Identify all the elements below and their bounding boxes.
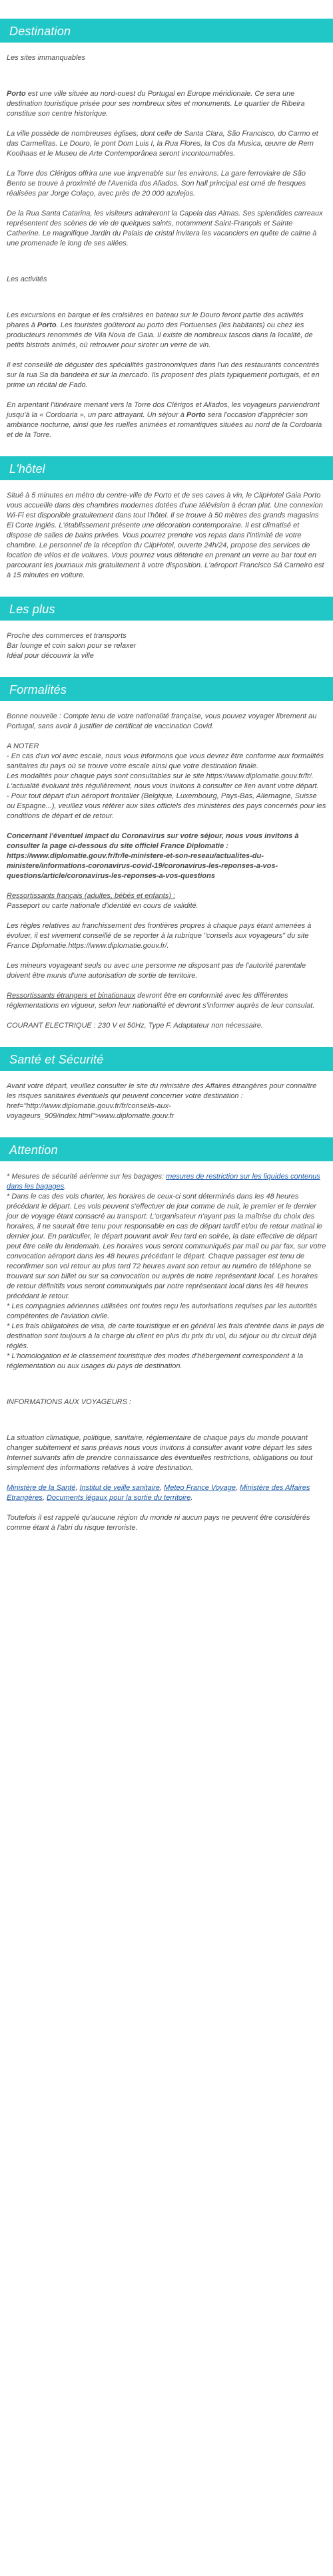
formalites-title: Formalités (0, 677, 333, 701)
health-watch-link[interactable]: Institut de veille sanitaire (79, 1484, 160, 1492)
attention-details (7, 1172, 326, 1371)
city-name: Porto (37, 321, 57, 329)
activities-subtitle: Les activités (7, 275, 47, 283)
activities-paragraph-3-a: En arpentant l'itinéraire menant vers la Torre dos Clérigos et Aliados, les voyageurs parviendront jusqu'à la « Cordoaria », un parc attrayant. Un séjour à (7, 401, 320, 419)
activities-paragraph-1-b: . Les touristes goûteront au porto des Portuenses (les habitants) ou chez les producteurs renommés de Vila Nova de Gaia. Il existe de nombreux tascos dans la localité, de petits bistrots animés, où retrouver pour siroter un verre de vin. (7, 321, 313, 349)
baggage-measures (7, 1172, 326, 1192)
formalites-note (7, 742, 326, 821)
border-rules: Les règles relatives au franchissement des frontières propres à chaque pays étant amenées à évoluer, il est vivement conseillé de se reporter à la rubrique "conseils aux voyageurs" du site France Diplomatie.https://www.diplomatie.gouv.fr/. (7, 922, 312, 950)
classification-info: * L'homologation et le classement touristique des modes d'hébergement correspondent à la réglementation ou aux usages du pays de destination. (7, 1352, 304, 1370)
formalites-intro: Bonne nouvelle : Compte tenu de votre nationalité française, vous pouvez voyager librement au Portugal, sans avoir à justifier de certificat de vaccination Covid. (7, 712, 317, 730)
activities-paragraph-2: Il est conseillé de déguster des spécialités gastronomiques dans l'un des restaurants concentrés sur la rua Sa da bandeira et sur la mercado. Ils proposent des plats typiquement portugais, et en prime un récital de Fado. (7, 361, 320, 389)
note-line: - En cas d'un vol avec escale, nous vous informons que vous devrez être conforme aux formalités sanitaires du pays où se trouve votre escale ainsi que votre destination finale. (7, 752, 324, 770)
note-line: - Pour tout départ d'un aéroport frontalier (Belgique, Luxembourg, Pays-Bas, Allemagne, Suisse ou Espagne...), veuillez vous référer aux sites officiels des ministères des pays concernés pour les conditions de départ et de retour. (7, 792, 326, 820)
destination-paragraph-2: La ville possède de nombreuses églises, dont celle de Santa Clara, São Francisco, do Carmo et das Carmelitas. Le Douro, le pont Dom Luis I, la Rua Flores, la Cos da Musica, œuvre de Rem Koolhaas et le Museu de Arte Contemporânea seront incontournables. (7, 130, 318, 158)
sante-title: Santé et Sécurité (0, 1047, 333, 1071)
activities-paragraph-1 (7, 311, 326, 351)
covid-notice-text: Concernant l'éventuel impact du Coronavirus sur votre séjour, nous vous invitons à consulter la page ci-dessous du site officiel France Diplomatie : https://www.diplomatie.gouv.fr/fr/le-ministere-et-son-reseau/actualites-du-ministere/informations-coronavirus-covid-19/coronavirus-les-reponses-a-vos-questions/article/coronavirus-les-reponses-a-vos-questions (7, 832, 299, 880)
plus-item: Idéal pour découvrir la ville (7, 652, 94, 660)
activities-paragraph-1-a: Les excursions en barque et les croisières en bateau sur le Douro feront partie des activités phares à (7, 311, 304, 329)
terror-risk-notice: Toutefois il est rappelé qu'aucune région du monde ni aucun pays ne peuvent être considérés comme étant à l'abri du risque terroriste. (7, 1514, 310, 1532)
hotel-description: Situé à 5 minutes en métro du centre-ville de Porto et de ses caves à vin, le ClipHotel Gaia Porto vous accueille dans des chambres modernes dotées d'une télévision à écran plat. Une connexion Wi-Fi est disponible gratuitement dans tout l'hôtel. Il se trouve à 50 mètres des grands magasins El Corte Inglés. L'établissement présente une décoration contemporaine. Il est climatisé et dispose de salles de bains privées. Vous pourrez prendre vos repas dans l'intimité de votre chambre. Le personnel de la réception du ClipHotel, ouverte 24h/24, propose des services de location de vélos et de voitures. Vous pourrez vous détendre en prenant un verre au bar tout en parcourant les journaux mis gratuitement à votre disposition. L'aéroport Francisco Sá Carneiro est à 15 minutes en voiture. (7, 492, 324, 579)
destination-body (0, 43, 333, 456)
foreign-text: devront être en conformité avec les différentes réglementations en vigueur, selon leur nationalité et devront s'informer auprès de leur consulat. (7, 992, 315, 1010)
airlines-info: * Les compagnies aériennes utilisées ont toutes reçu les autorisations requises par les autorités compétentes de l'aviation civile. (7, 1302, 317, 1320)
plus-title: Les plus (0, 597, 333, 621)
charter-info: * Dans le cas des vols charter, les horaires de ceux-ci sont déterminés dans les 48 heures précédant le départ. Les vols peuvent s'effectuer de jour comme de nuit, le premier et le dernier jour de voyage étant consacré au transport. L'organisateur n'ayant pas la maîtrise du choix des horaires, il ne saurait être tenu pour responsable en cas de départ tardif et/ou de retour matinal le dernier jour. En particulier, le départ pouvant avoir lieu tard en soirée, la date effective de départ peut être celle du lendemain. Les horaires vous seront communiqués par mail ou par fax, sur votre convocation aéroport dans les 48 heures précédant le départ. Chaque passager est tenu de reconfirmer son vol retour au plus tard 72 heures avant son retour au numéro de téléphone se trouvant sur son billet ou sur sa convocation ou auprès de notre représentant local. Les horaires de retour définitifs vous seront communiqués par notre représentant local dans les 48 heures précédant le retour. (7, 1193, 326, 1300)
sante-body (0, 1071, 333, 1137)
baggage-measures-label: * Mesures de sécurité aérienne sur les bagages: (7, 1173, 166, 1181)
baggage-measures-end: . (64, 1183, 67, 1191)
destination-paragraph-4: De la Rua Santa Catarina, les visiteurs admireront la Capela das Almas. Ses splendides carreaux représentent des scènes de vie de quelques saints, notamment Saint-François et Sainte Catherine. Le magnifique Jardin du Palais de cristal invitera les vacanciers en quête de calme à une promenade le long de ses allées. (7, 210, 323, 247)
official-links: Ministère de la Santé, Institut de veille sanitaire, Meteo France Voyage, Ministère des Affaires Etrangères, Documents légaux pour la sortie du territoire. (7, 1484, 310, 1502)
note-line: Les modalités pour chaque pays sont consultables sur le site https://www.diplomatie.gouv.fr/fr/. L'actualité évoluant très régulièrement, nous vous invitons à consulter ce lien avant votre départ. (7, 772, 319, 790)
plus-item: Bar lounge et coin salon pour se relaxer (7, 642, 137, 650)
foreign-title: Ressortissants étrangers et binationaux (7, 992, 136, 1000)
resident-requirements (7, 891, 326, 911)
sante-text: Avant votre départ, veuillez consulter le site du ministère des Affaires étrangères pour connaître les risques sanitaires éventuels qui peuvent concerner votre destination : href="http://www.diplomatie.gouv.fr/fr/conseils-aux-voyageurs_909/index.html">www.diplomatie.gouv.fr (7, 1082, 317, 1120)
activities-paragraph-3 (7, 400, 326, 440)
hotel-section (0, 456, 333, 597)
sante-section (0, 1047, 333, 1137)
hotel-title: L'hôtel (0, 456, 333, 480)
plus-body (0, 621, 333, 677)
plus-list (7, 631, 326, 661)
attention-body (0, 1161, 333, 1549)
power-info: COURANT ELECTRIQUE : 230 V et 50Hz, Type F. Adaptateur non nécessaire. (7, 1022, 263, 1030)
fees-info: * Les frais obligatoires de visa, de carte touristique et en général les frais d'entrée dans le pays de destination sont toujours à la charge du client en plus du prix du vol, du séjour ou du circuit déjà réglés. (7, 1322, 324, 1350)
legal-documents-link[interactable]: Documents légaux pour la sortie du territoire (46, 1494, 191, 1502)
activities-paragraph-3-b: sera l'occasion d'apprécier son ambiance nocturne, ainsi que les ruelles animées et romantiques situées au nord de la Cordoaria et de la Torre. (7, 411, 322, 439)
liquids-restriction-link[interactable]: mesures de restriction sur les liquides contenus dans les bagages (7, 1173, 320, 1191)
hotel-body (0, 480, 333, 597)
foreign-affairs-link[interactable]: Ministère des Affaires Etrangères (7, 1484, 310, 1502)
destination-paragraph-3: La Torre dos Clérigos offrira une vue imprenable sur les environs. La gare ferroviaire de São Bento se trouve à proximité de l'Avenida dos Aliados. Son hall principal est orné de fresques réalisées par Jorge Colaço, avec près de 20 000 azulejos. (7, 170, 306, 198)
meteo-france-link[interactable]: Meteo France Voyage (164, 1484, 236, 1492)
foreign-requirements (7, 991, 326, 1011)
plus-item: Proche des commerces et transports (7, 632, 127, 640)
attention-title: Attention (0, 1137, 333, 1161)
traveler-info-text: La situation climatique, politique, sanitaire, réglementaire de chaque pays du monde pouvant changer subitement et sans préavis nous vous invitons à consulter avant votre départ les sites Internet suivants afin de prendre connaissance des éventuelles restrictions, obligations ou tout simplement des informations relatives à votre destination. (7, 1434, 313, 1472)
traveler-info-title: INFORMATIONS AUX VOYAGEURS : (7, 1398, 132, 1406)
covid-notice (7, 831, 326, 881)
formalites-body (0, 701, 333, 1047)
destination-subtitle: Les sites immanquables (7, 54, 86, 62)
city-name: Porto (7, 90, 26, 98)
minors-rules: Les mineurs voyageant seuls ou avec une personne ne disposant pas de l'autorité parentale doivent être munis d'une autorisation de sortie de territoire. (7, 962, 306, 980)
note-title: A NOTER (7, 742, 39, 750)
destination-title: Destination (0, 19, 333, 43)
destination-paragraph-1-text: est une ville située au nord-ouest du Portugal en Europe méridionale. Ce sera une destination touristique prisée pour ses nombreux sites et monuments. Le quartier de Ribeira constitue son centre historique. (7, 90, 305, 118)
destination-paragraph-1 (7, 89, 326, 119)
attention-section (0, 1137, 333, 1549)
health-ministry-link[interactable]: Ministère de la Santé (7, 1484, 76, 1492)
resident-title: Ressortissants français (adultes, bébés et enfants) : (7, 892, 176, 900)
plus-section (0, 597, 333, 677)
destination-section (0, 19, 333, 456)
formalites-section (0, 677, 333, 1047)
city-name: Porto (186, 411, 206, 419)
resident-text: Passeport ou carte nationale d'identité en cours de validité. (7, 902, 198, 910)
